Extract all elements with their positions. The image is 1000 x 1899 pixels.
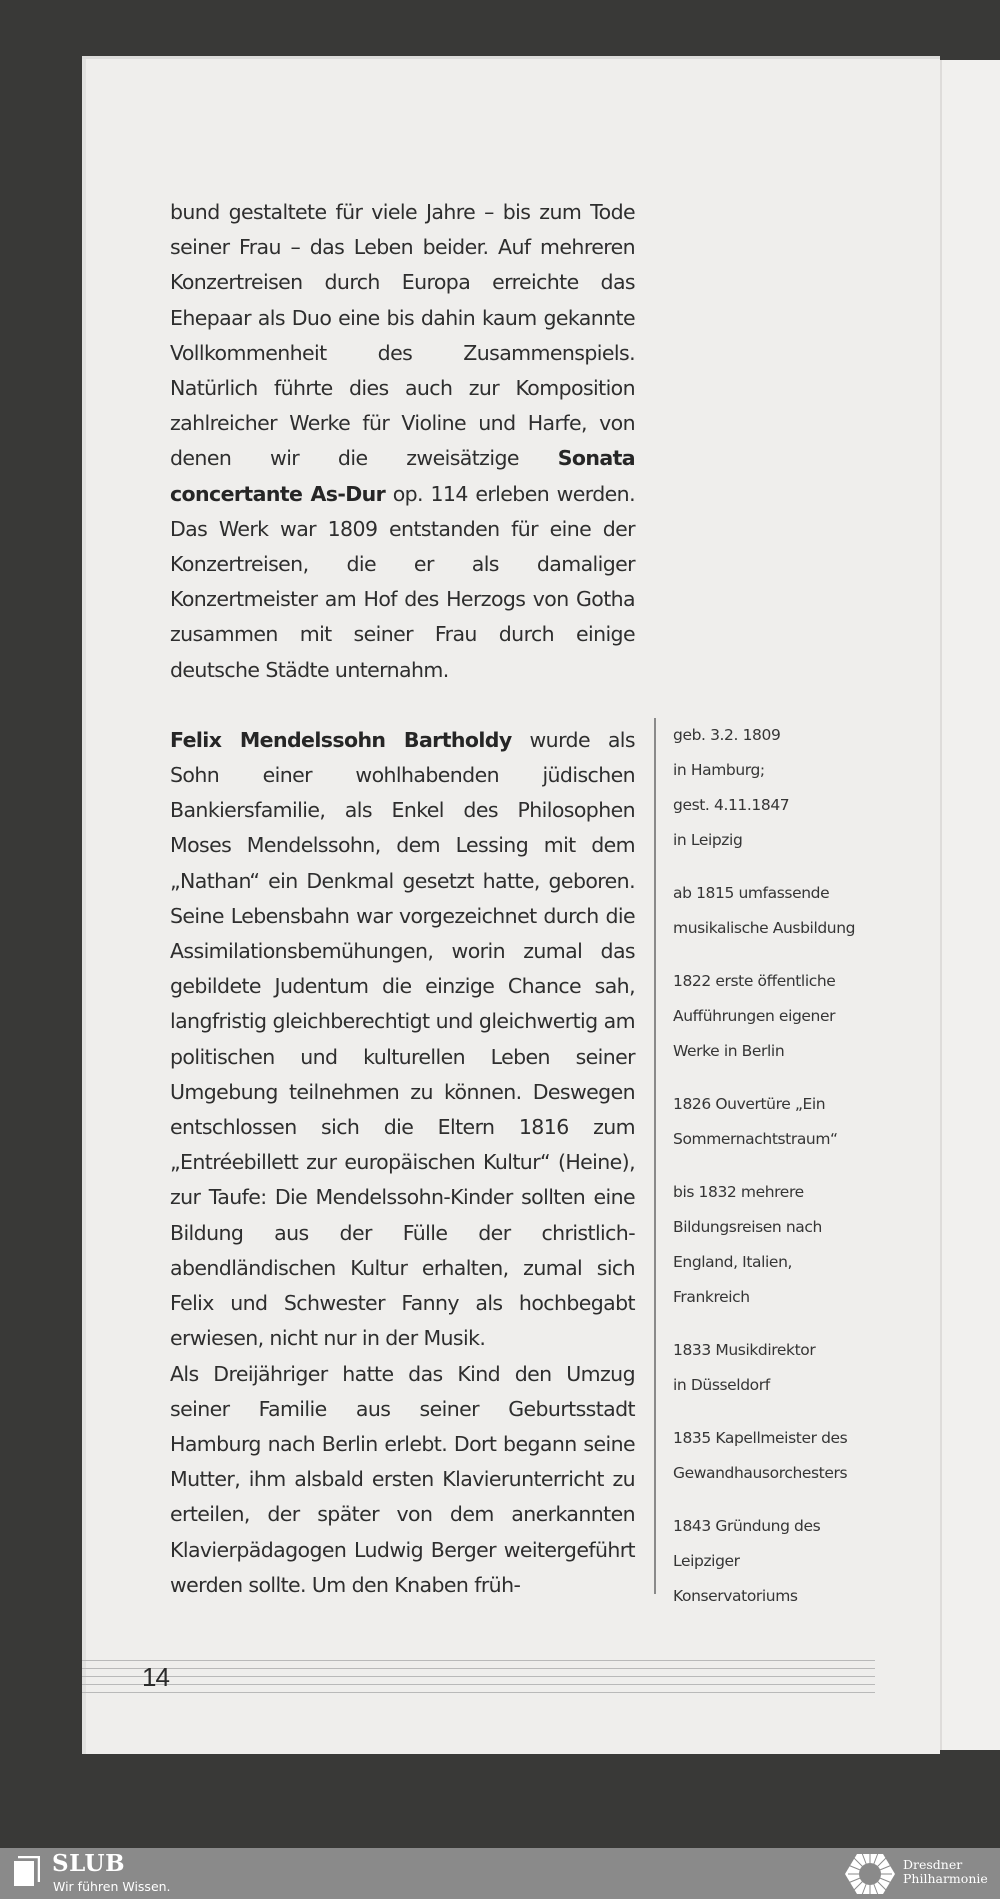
composer-name: Felix Mendelssohn Bartholdy: [170, 727, 512, 752]
sidebar-entry-1843: [673, 1509, 893, 1614]
sidebar-line: gest. 4.11.1847: [673, 796, 790, 814]
sidebar-line: musikalische Ausbildung: [673, 919, 856, 937]
sidebar-entry-1832: [673, 1175, 893, 1315]
sidebar-entry-1815: [673, 876, 893, 946]
music-staff-decoration: [82, 1660, 875, 1720]
sidebar-line: Gewandhausorchesters: [673, 1464, 848, 1482]
sidebar-line: Aufführungen eigener: [673, 1007, 836, 1025]
sidebar-line: 1833 Musikdirektor: [673, 1341, 816, 1359]
work-title-sonata: Sonata concertante As-Dur: [170, 446, 635, 506]
body-text: [170, 195, 635, 1603]
sunburst-ring-icon: [844, 1852, 896, 1896]
sidebar-line: 1822 erste öffentliche: [673, 972, 836, 990]
adjacent-page-edge: [940, 60, 1000, 1750]
sidebar-line: 1843 Gründung des: [673, 1517, 821, 1535]
sidebar-line: ab 1815 umfassende: [673, 884, 830, 902]
dresdner-philharmonie-logo-name[interactable]: [903, 1858, 988, 1886]
sidebar-line: Bildungsreisen nach: [673, 1218, 822, 1236]
text-segment: wurde als Sohn einer wohlhabenden jüdischen Bankiersfamilie, als Enkel des Philosophen Moses Mendelssohn, dem Lessing mit dem „Nathan“ ein Denkmal gesetzt hatte, geboren. Seine Lebensbahn war vorgezeichnet durch die Assimilationsbemühungen, worin zumal das gebildete Judentum die einzige Chance sah, langfristig gleichberechtigt und gleichwertig am politischen und kulturellen Leben seiner Umgebung teilnehmen zu können. Deswegen entschlossen sich die Eltern 1816 zum „Entréebillett zur europäischen Kultur“ (Heine), zur Taufe: Die Mendelssohn-Kinder sollten eine Bildung aus der Fülle der christlich-abendländischen Kultur erhalten, zumal sich Felix und Schwester Fanny als hochbegabt erwiesen, nicht nur in der Musik.: [170, 727, 635, 1351]
logo-line-2: Philharmonie: [903, 1871, 988, 1886]
sidebar-line: bis 1832 mehrere: [673, 1183, 804, 1201]
logo-line-1: Dresdner: [903, 1857, 963, 1872]
sidebar-line: Sommernachtstraum“: [673, 1130, 838, 1148]
staff-line: [82, 1684, 875, 1685]
sidebar-line: in Hamburg;: [673, 761, 765, 779]
paragraph-spohr: [170, 195, 635, 688]
sidebar-line: Konservatoriums: [673, 1587, 798, 1605]
sidebar-entry-1826: [673, 1087, 893, 1157]
sidebar-line: England, Italien,: [673, 1253, 793, 1271]
text-segment: Als Dreijähriger hatte das Kind den Umzug seiner Familie aus seiner Geburtsstadt Hamburg nach Berlin erlebt. Dort begann seine Mutter, ihm alsbald ersten Klavierunterricht zu erteilen, der später von dem anerkannten Klavierpädagogen Ludwig Berger weitergeführt werden sollte. Um den Knaben früh-: [170, 1361, 635, 1597]
sidebar-divider: [654, 718, 656, 1594]
slub-tagline: Wir führen Wissen.: [53, 1879, 171, 1894]
sidebar-entry-1822: [673, 964, 893, 1069]
staff-line: [82, 1692, 875, 1693]
sidebar-line: in Düsseldorf: [673, 1376, 770, 1394]
slub-logo-name[interactable]: SLUB: [52, 1850, 126, 1877]
sidebar-entry-1835: [673, 1421, 893, 1491]
paragraph-mendelssohn: [170, 723, 635, 1357]
staff-line: [82, 1668, 875, 1669]
sidebar-entry-birth-death: [673, 718, 893, 858]
sidebar-line: Werke in Berlin: [673, 1042, 785, 1060]
page-number: 14: [142, 1662, 169, 1692]
staff-line: [82, 1676, 875, 1677]
sidebar-line: Leipziger: [673, 1552, 740, 1570]
text-segment: op. 114 erleben werden. Das Werk war 1809 entstanden für eine der Konzertreisen, die er als damaliger Konzertmeister am Hof des Herzogs von Gotha zusammen mit seiner Frau durch einige deutsche Städte unternahm.: [170, 481, 635, 682]
biography-sidebar: [673, 718, 893, 1632]
viewer-footer-bar: [0, 1848, 1000, 1899]
text-segment: bund gestaltete für viele Jahre – bis zum Tode seiner Frau – das Leben beider. Auf mehreren Konzertreisen durch Europa erreichte das Ehepaar als Duo eine bis dahin kaum gekannte Vollkommenheit des Zusammenspiels. Natürlich führte dies auch zur Komposition zahlreicher Werke für Violine und Harfe, von denen wir die zweisätzige: [170, 200, 635, 471]
staff-line: [82, 1660, 875, 1661]
paragraph-childhood: [170, 1357, 635, 1603]
book-icon: [14, 1856, 40, 1886]
sidebar-line: in Leipzig: [673, 831, 743, 849]
sidebar-line: Frankreich: [673, 1288, 750, 1306]
sidebar-line: 1835 Kapellmeister des: [673, 1429, 848, 1447]
sidebar-line: geb. 3.2. 1809: [673, 726, 781, 744]
sidebar-line: 1826 Ouvertüre „Ein: [673, 1095, 826, 1113]
sidebar-entry-1833: [673, 1333, 893, 1403]
